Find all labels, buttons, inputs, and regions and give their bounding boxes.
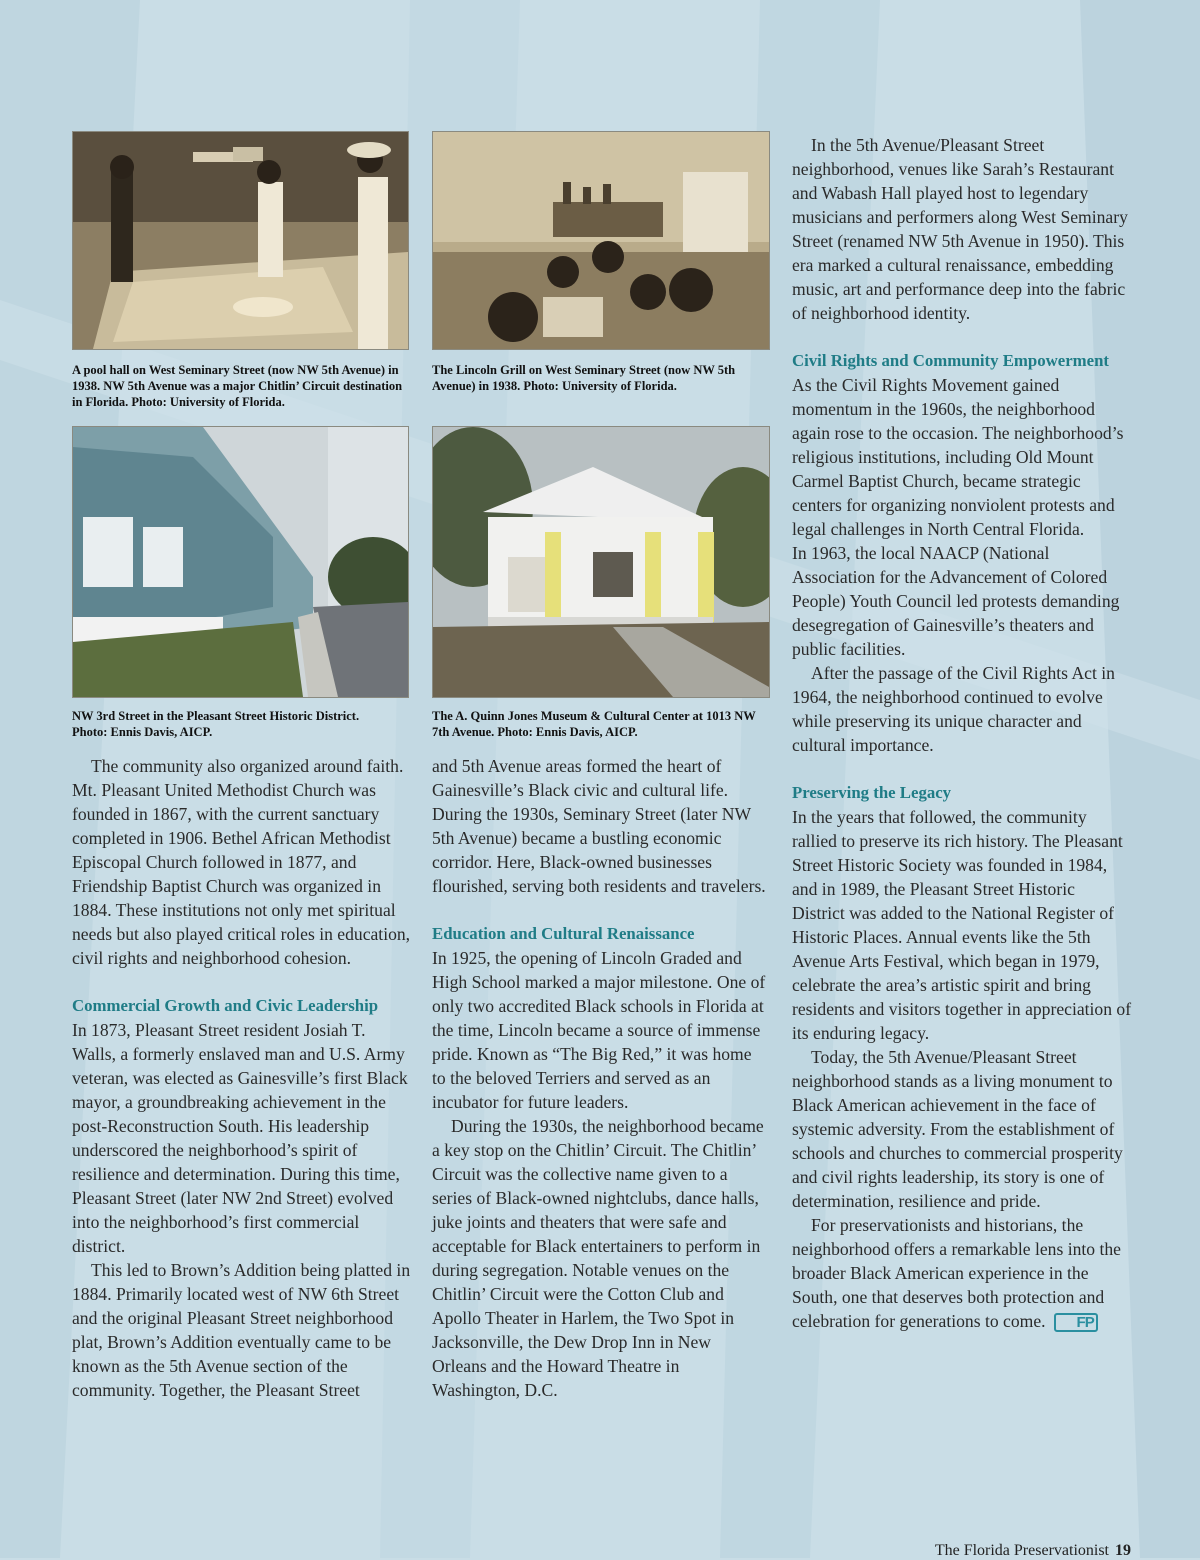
pool-hall-caption: A pool hall on West Seminary Street (now NW 5th Avenue) in 1938. NW 5th Avenue was a major Chitlin’ Circuit destination in Florida. Photo: University of Florida. [72, 363, 403, 409]
pool-hall-photo [72, 131, 409, 350]
section-heading: Commercial Growth and Civic Leadership [72, 996, 379, 1015]
fp-logo-icon: FP [1054, 1313, 1098, 1332]
paragraph: During the 1930s, the neighborhood became a key stop on the Chitlin’ Circuit. The Chitlin’ Circuit was the collective name given to a series of Black-owned nightclubs, dance halls, juke joints and theaters that were safe and acceptable for Black entertainers to perform in during segregation. Notable venues on the Chitlin’ Circuit were the Cotton Club and Apollo Theater in Harlem, the Two Spot in Jacksonville, the Dew Drop Inn in New Orleans and the Howard Theatre in Washington, D.C. [432, 1116, 764, 1400]
paragraph: Today, the 5th Avenue/Pleasant Street neighborhood stands as a living monument to Black American achievement in the face of systemic adversity. From the establishment of schools and churches to commercial prosperity and civil rights leadership, its story is one of determination, resilience and pride. [792, 1047, 1123, 1211]
paragraph: and 5th Avenue areas formed the heart of Gainesville’s Black civic and cultural life. During the 1930s, Seminary Street (later NW 5th Avenue) became a bustling economic corridor. Here, Black-owned businesses flourished, serving both residents and travelers. [432, 756, 766, 896]
section-heading: Education and Cultural Renaissance [432, 924, 695, 943]
paragraph: The community also organized around faith. Mt. Pleasant United Methodist Church was founded in 1867, with the current sanctuary completed in 1906. Bethel African Methodist Episcopal Church followed in 1877, and Friendship Baptist Church was organized in 1884. These institutions not only met spiritual needs but also played critical roles in education, civil rights and neighborhood cohesion. [72, 756, 411, 968]
paragraph-text: For preservationists and historians, the neighborhood offers a remarkable lens into the broader Black American experience in the South, one that deserves both protection and celebration for generations to come. [792, 1215, 1121, 1331]
paragraph: After the passage of the Civil Rights Act in 1964, the neighborhood continued to evolve while preserving its unique character and cultural importance. [792, 663, 1115, 755]
lincoln-grill-caption: The Lincoln Grill on West Seminary Street (now NW 5th Avenue) in 1938. Photo: University of Florida. [432, 363, 736, 393]
paragraph: In 1873, Pleasant Street resident Josiah T. Walls, a formerly enslaved man and U.S. Army veteran, was elected as Gainesville’s first Black mayor, a groundbreaking achievement in the post-Reconstruction South. His leadership underscored the neighborhood’s spirit of resilience and determination. During this time, Pleasant Street (later NW 2nd Street) evolved into the neighborhood’s first commercial district. [72, 1020, 408, 1256]
paragraph [792, 1213, 1132, 1333]
paragraph: In 1963, the local NAACP (National Association for the Advancement of Colored People) Youth Council led protests demanding desegregation of Gainesville’s theaters and public facilities. [792, 543, 1120, 659]
paragraph: In the years that followed, the community rallied to preserve its rich history. The Pleasant Street Historic Society was founded in 1984, and in 1989, the Pleasant Street Historic District was added to the National Register of Historic Places. Annual events like the 5th Avenue Arts Festival, which began in 1979, celebrate the area’s artistic spirit and bring residents and visitors together in appreciation of its enduring legacy. [792, 807, 1132, 1043]
paragraph: In the 5th Avenue/Pleasant Street neighborhood, venues like Sarah’s Restaurant and Wabash Hall played host to legendary musicians and performers along West Seminary Street (renamed NW 5th Avenue in 1950). This era marked a cultural renaissance, embedding music, art and performance deep into the fabric of neighborhood identity. [792, 135, 1128, 323]
page-footer [935, 1542, 1131, 1560]
paragraph: This led to Brown’s Addition being platted in 1884. Primarily located west of NW 6th Street and the original Pleasant Street neighborhood plat, Brown’s Addition eventually came to be known as the 5th Avenue section of the community. Together, the Pleasant Street [72, 1260, 411, 1400]
section-heading: Preserving the Legacy [792, 783, 952, 802]
page-number: 19 [1115, 1542, 1131, 1559]
column-3 [792, 133, 1132, 1333]
column-2 [432, 754, 768, 1402]
paragraph: As the Civil Rights Movement gained momentum in the 1960s, the neighborhood again rose to the occasion. The neighborhood’s religious institutions, including Old Mount Carmel Baptist Church, became strategic centers for organizing nonviolent protests and legal challenges in North Central Florida. [792, 375, 1124, 539]
section-heading: Civil Rights and Community Empowerment [792, 351, 1109, 370]
nw-3rd-street-photo [72, 426, 409, 698]
column-1 [72, 754, 412, 1402]
quinn-jones-museum-photo [432, 426, 770, 698]
quinn-jones-museum-caption: The A. Quinn Jones Museum & Cultural Center at 1013 NW 7th Avenue. Photo: Ennis Davis, AICP. [432, 709, 756, 739]
paragraph: In 1925, the opening of Lincoln Graded and High School marked a major milestone. One of only two accredited Black schools in Florida at the time, Lincoln became a source of immense pride. Known as “The Big Red,” it was home to the beloved Terriers and served as an incubator for future leaders. [432, 948, 766, 1112]
nw-3rd-street-caption: NW 3rd Street in the Pleasant Street Historic District. Photo: Ennis Davis, AICP. [72, 709, 360, 739]
lincoln-grill-photo [432, 131, 770, 350]
publication-title: The Florida Preservationist [934, 1542, 1109, 1559]
